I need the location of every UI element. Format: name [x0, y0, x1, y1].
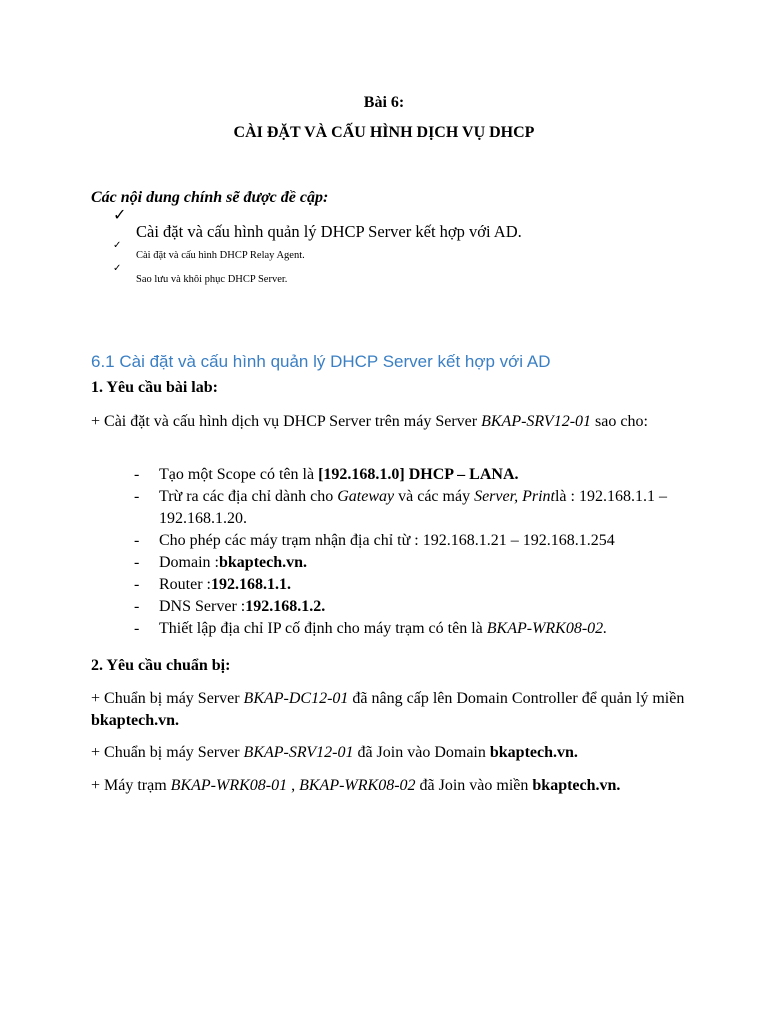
list-item: - Router :192.168.1.1. [134, 576, 291, 593]
checkmark-icon: ✓ [113, 205, 127, 224]
checkmark-icon: ✓ [113, 240, 122, 251]
list-item: - Thiết lập địa chỉ IP cố định cho máy trạm có tên là BKAP-WRK08-02. [134, 620, 608, 637]
lesson-title: CÀI ĐẶT VÀ CẤU HÌNH DỊCH VỤ DHCP [233, 124, 535, 141]
requirements-list [134, 464, 694, 640]
section-heading: 6.1 Cài đặt và cấu hình quản lý DHCP Server kết hợp với AD [91, 352, 551, 371]
list-item: - Domain :bkaptech.vn. [134, 554, 308, 571]
list-item: - Tạo một Scope có tên là [192.168.1.0] DHCP – LANA. [134, 466, 519, 483]
topic-item: Cài đặt và cấu hình quản lý DHCP Server kết hợp với AD. [136, 222, 522, 241]
checkmark-icon: ✓ [113, 263, 122, 274]
topic-item: Sao lưu và khôi phục DHCP Server. [136, 274, 288, 285]
list-item: - Trừ ra các địa chỉ dành cho Gateway và các máy Server, Printlà : 192.168.1.1 – 192.168.1.20. [134, 488, 667, 527]
list-item: - Cho phép các máy trạm nhận địa chỉ từ : 192.168.1.21 – 192.168.1.254 [134, 532, 615, 549]
preparation-heading: 2. Yêu cầu chuẩn bị: [91, 657, 231, 674]
intro-heading: Các nội dung chính sẽ được đề cập: [91, 189, 329, 206]
topic-item: Cài đặt và cấu hình DHCP Relay Agent. [136, 250, 305, 261]
requirements-intro: + Cài đặt và cấu hình dịch vụ DHCP Server trên máy Server BKAP-SRV12-01 sao cho: [91, 413, 648, 430]
preparation-item: + Chuẩn bị máy Server BKAP-SRV12-01 đã Join vào Domain bkaptech.vn. [91, 744, 578, 761]
lesson-number: Bài 6: [363, 94, 405, 111]
preparation-item: + Chuẩn bị máy Server BKAP-DC12-01 đã nâng cấp lên Domain Controller để quản lý miền bkaptech.vn. [91, 690, 685, 729]
list-item: - DNS Server :192.168.1.2. [134, 598, 326, 615]
preparation-item: + Máy trạm BKAP-WRK08-01 , BKAP-WRK08-02 đã Join vào miền bkaptech.vn. [91, 777, 621, 794]
requirements-heading: 1. Yêu cầu bài lab: [91, 379, 218, 396]
